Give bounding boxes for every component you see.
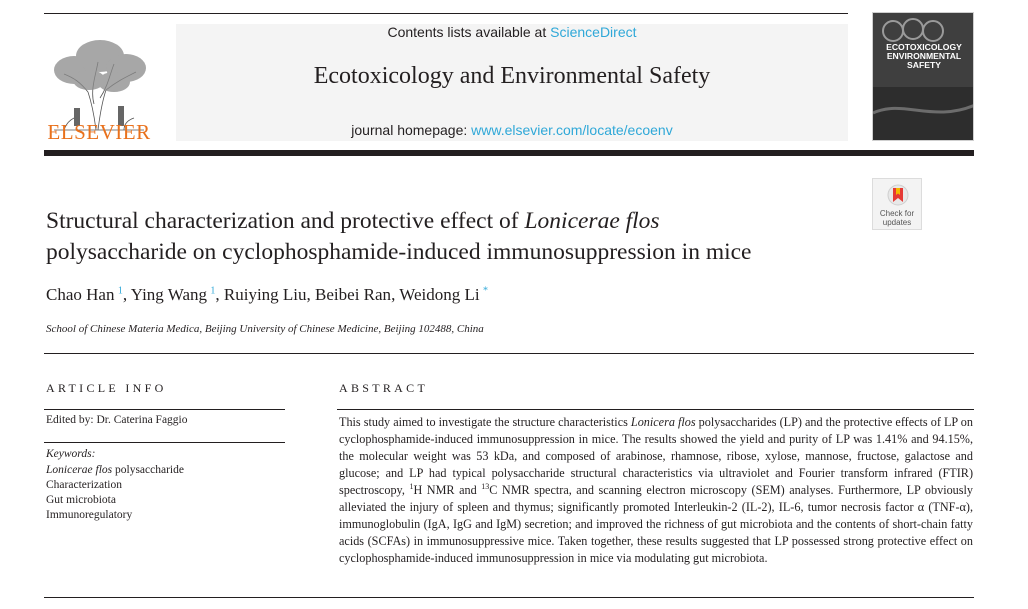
keyword-item: Characterization — [46, 479, 122, 491]
header-thick-rule — [44, 150, 974, 156]
sciencedirect-link[interactable]: ScienceDirect — [550, 24, 637, 40]
contents-prefix: Contents lists available at — [387, 24, 547, 40]
keyword-item: Lonicerae flos polysaccharide — [46, 464, 184, 476]
contents-line — [176, 24, 848, 40]
author[interactable]: Ruiying Liu — [223, 285, 307, 304]
author[interactable]: Ying Wang — [130, 285, 207, 304]
affiliation: School of Chinese Materia Medica, Beijing University of Chinese Medicine, Beijing 102488, China — [46, 323, 484, 335]
journal-homepage — [176, 122, 848, 138]
elsevier-wordmark: ELSEVIER — [47, 120, 151, 144]
info-rule-2 — [44, 442, 285, 443]
corresponding-author-mark[interactable]: * — [482, 285, 488, 297]
author-sup[interactable]: 1 — [210, 285, 216, 297]
keyword-item: Immunoregulatory — [46, 509, 133, 521]
top-rule — [44, 13, 848, 14]
article-title: Structural characterization and protective effect of Lonicerae flos polysaccharide on cyclophosphamide-induced immunosuppression in mice — [46, 208, 752, 265]
abstract-text: This study aimed to investigate the structure characteristics Lonicera flos polysaccharides (LP) and the protective effects of LP on cyclophosphamide-induced immunosuppression in mice. The results showed the yield and purity of LP was 1.41% and 94.15%, the molecular weight was 53 kDa, and composed of arabinose, rhamnose, ribose, xylose, mannose, fructose, galactose and glucose; and LP had typical polysaccharide structural characteristics via ultraviolet and Fourier transform infrared (FTIR) spectroscopy, $^1$H NMR and $^{13}$C NMR spectra, and scanning electron microscopy (SEM) analyses. Furthermore, LP obviously alleviated the injury of spleen and thymus; significantly promoted Interleukin-2 (IL-2), IL-6, tumor necrosis factor α (TNF-α), immunoglobulin (IgA, IgG and IgM) secretion; and improved the richness of gut microbiota and the contents of short-chain fatty acids (SCFAs) in immunosuppressive mice. Taken together, these results suggested that LP possessed strong protective effect on cyclophosphamide-induced immunosuppression in mice via modulating gut microbiota. — [339, 415, 973, 565]
bookmark-icon — [887, 184, 909, 208]
article-info-heading: ARTICLE INFO — [46, 381, 167, 395]
bottom-rule — [44, 597, 974, 598]
info-rule-1 — [44, 409, 285, 410]
author[interactable]: Beibei Ran — [315, 285, 392, 304]
homepage-link[interactable]: www.elsevier.com/locate/ecoenv — [471, 122, 673, 138]
abstract-heading: ABSTRACT — [339, 381, 429, 395]
author-list: Chao Han $^1$, Ying Wang $^1$, Ruiying Liu, Beibei Ran, Weidong Li * — [46, 285, 488, 304]
keywords-label: Keywords: — [46, 448, 96, 460]
author-sup[interactable]: 1 — [117, 285, 123, 297]
journal-title[interactable]: Ecotoxicology and Environmental Safety — [313, 63, 711, 89]
cover-art — [873, 13, 974, 141]
homepage-prefix: journal homepage: — [351, 122, 468, 138]
title-italic: Lonicerae flos — [524, 208, 660, 234]
author[interactable]: Weidong Li — [399, 285, 480, 304]
journal-cover-image[interactable] — [872, 12, 974, 141]
check-for-updates-button[interactable] — [872, 178, 922, 230]
edited-by: Edited by: Dr. Caterina Faggio — [46, 414, 188, 426]
cover-title: ECOTOXICOLOGY ENVIRONMENTAL SAFETY — [886, 42, 962, 70]
author[interactable]: Chao Han — [46, 285, 115, 304]
keyword-list — [46, 463, 184, 523]
abstract-rule — [337, 409, 974, 410]
keyword-item: Gut microbiota — [46, 494, 116, 506]
updates-label: Check for updates — [879, 209, 915, 227]
affiliation-rule — [44, 353, 974, 354]
